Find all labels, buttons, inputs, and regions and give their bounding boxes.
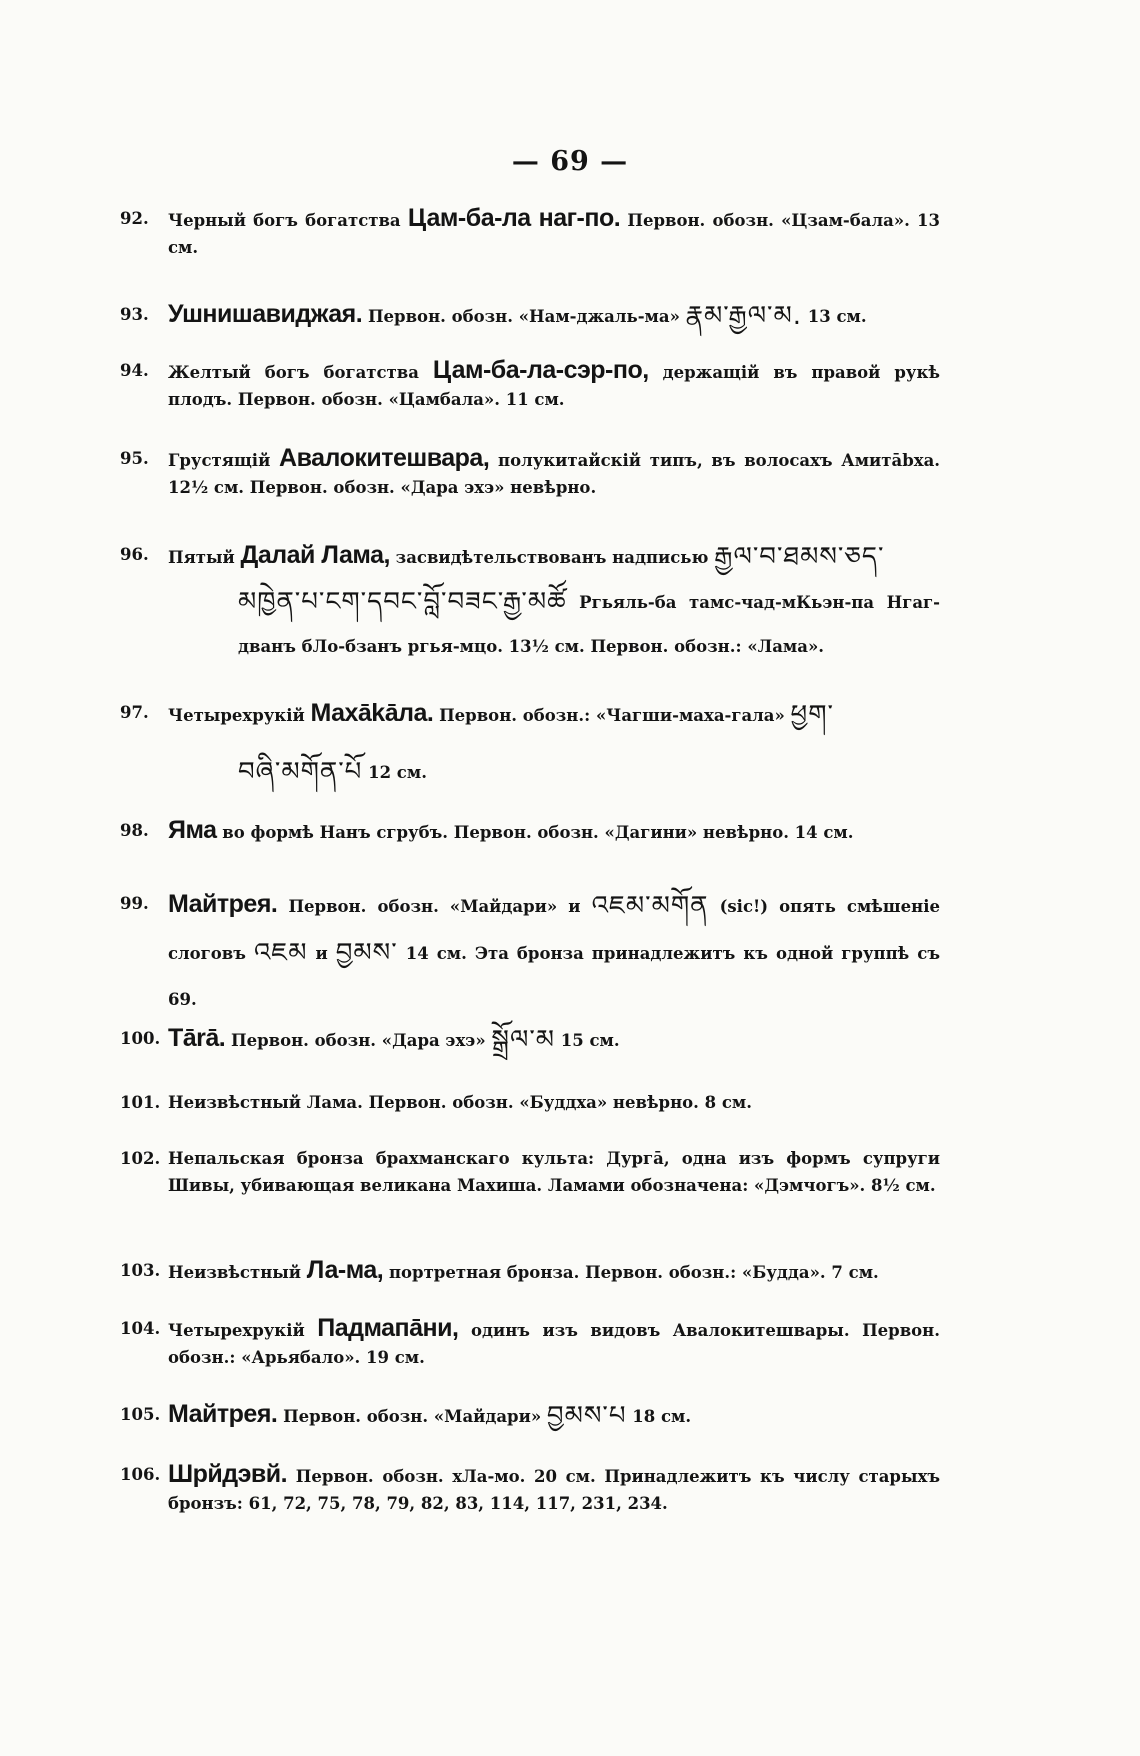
entry-92	[120, 204, 941, 261]
entry-number: 94.	[120, 361, 149, 380]
entry-text: 15 см.	[555, 1031, 620, 1050]
entry-text: полукитайскій типъ, въ волосахъ Амитābха. 12½ см. Первон. обозн. «Дара эхэ» невѣрно.	[168, 451, 940, 497]
entry-name: Падмапāни,	[317, 1314, 459, 1342]
entry-text: 14 см. Эта бронза принадлежитъ къ одной группѣ съ 69.	[168, 944, 940, 1009]
entry-number: 99.	[120, 894, 149, 913]
entry-text: Пятый	[168, 548, 241, 567]
page-number: — 69 —	[511, 146, 629, 177]
tibetan-inscription: འཇམ	[253, 938, 308, 968]
entry-96	[120, 533, 940, 669]
entry-101	[120, 1089, 940, 1116]
entry-name: Цам-ба-ла-сэр-по,	[432, 356, 649, 384]
tibetan-inscription: ཕྱག་	[790, 700, 834, 730]
entry-name: Яма	[168, 816, 217, 844]
entry-text: 13 см.	[802, 307, 867, 326]
entry-number: 92.	[120, 209, 149, 228]
entry-98	[120, 816, 940, 846]
tibetan-inscription: བྱམས་	[335, 938, 398, 968]
entry-number: 93.	[120, 305, 149, 324]
entry-102	[120, 1145, 940, 1199]
entry-text: Первон. обозн. хЛа-мо. 20 см. Принадлежитъ къ числу старыхъ бронзъ: 61, 72, 75, 78, 79, 82, 83, 114, 117, 231, 234.	[168, 1467, 940, 1513]
entry-93	[120, 300, 940, 331]
entry-100	[120, 1024, 940, 1055]
entry-text: 18 см.	[626, 1407, 692, 1426]
tibetan-inscription: འཇམ་མགོན	[591, 891, 709, 921]
entry-text: и	[307, 944, 336, 963]
entry-name: Авалокитешвара,	[279, 444, 490, 472]
entry-103	[120, 1256, 940, 1286]
entry-text: Грустящій	[168, 451, 280, 470]
entry-105	[120, 1400, 940, 1431]
entry-text: Четырехрукій	[168, 1321, 318, 1340]
entry-text: Желтый богъ богатства	[168, 363, 433, 382]
entry-text: Первон. обозн.: «Чагши-маха-гала»	[433, 706, 791, 725]
entry-text: Черный богъ богатства	[168, 211, 408, 230]
entry-name: Ушнишавиджая.	[168, 300, 363, 328]
entry-99	[120, 881, 940, 1023]
entry-number: 100.	[120, 1029, 161, 1048]
entry-text: 12 см.	[362, 763, 427, 782]
entry-text: Непальская бронза брахманскаго культа: Дургā, одна изъ формъ супруги Шивы, убивающая великана Махиша. Ламами обозначена: «Дэмчогъ». 8½ см.	[168, 1149, 940, 1195]
entry-name: Майтрея.	[168, 890, 278, 918]
entry-number: 106.	[120, 1465, 161, 1484]
entry-number: 103.	[120, 1261, 161, 1280]
tibetan-inscription: བྱམས་པ	[546, 1401, 627, 1431]
entry-number: 97.	[120, 703, 149, 722]
entry-number: 105.	[120, 1405, 161, 1424]
entry-name: Цам-ба-ла наг-по.	[407, 204, 621, 232]
entry-94	[120, 356, 940, 413]
entry-text: портретная бронза. Первон. обозн.: «Будда». 7 см.	[383, 1263, 879, 1282]
entry-text: засвидѣтельствованъ надписью	[389, 548, 715, 567]
entry-text: Первон. обозн. «Цзам-бала». 13 см.	[168, 211, 941, 257]
entry-text: Первон. обозн. «Майдари» и	[277, 897, 592, 916]
tibetan-inscription: རྣམ་རྒྱལ་མ.	[685, 301, 803, 331]
entry-104	[120, 1314, 940, 1371]
entry-95	[120, 444, 940, 501]
entry-text: Первон. обозн. «Майдари»	[277, 1407, 547, 1426]
tibetan-inscription: བཞི་མགོན་པོ	[238, 757, 363, 787]
entry-106	[120, 1460, 940, 1517]
entry-text: Первон. обозн. «Нам-джаль-ма»	[362, 307, 686, 326]
entry-name: Ла-ма,	[306, 1256, 384, 1284]
entry-number: 104.	[120, 1319, 161, 1338]
tibetan-inscription: མཁྱེན་པ་ངག་དབང་བློ་བཟང་རྒྱ་མཚོ	[238, 587, 567, 617]
entry-number: 96.	[120, 545, 149, 564]
entry-text: Первон. обозн. «Дара эхэ»	[225, 1031, 492, 1050]
entry-text: Четырехрукій	[168, 706, 311, 725]
entry-number: 95.	[120, 449, 149, 468]
entry-text: Ргьяль-ба тамс-чад-мКьэн-па Нгаг-дванъ бЛо-бзанъ ргья-мцо. 13½ см. Первон. обозн.: «Лама».	[238, 593, 940, 656]
entry-text: Неизвѣстный Лама. Первон. обозн. «Буддха» невѣрно. 8 см.	[168, 1093, 753, 1112]
entry-text: держащій въ правой рукѣ плодъ. Первон. обозн. «Цамбала». 11 см.	[168, 363, 940, 409]
entry-name: Майтрея.	[168, 1400, 278, 1428]
entry-number: 101.	[120, 1093, 161, 1112]
entry-text: Неизвѣстный	[168, 1263, 307, 1282]
entry-number: 102.	[120, 1149, 161, 1168]
entry-name: Tārā.	[168, 1024, 226, 1052]
entry-name: Далай Лама,	[240, 541, 390, 569]
entry-text: во формѣ Нанъ сгрубъ. Первон. обозн. «Дагини» невѣрно. 14 см.	[216, 823, 854, 842]
entry-name: Махākāла.	[310, 699, 434, 727]
tibetan-inscription: སྒྲོལ་མ	[491, 1025, 556, 1055]
entry-text: (sic!) опять смѣшеніе слоговъ	[168, 897, 940, 963]
entry-text: одинъ изъ видовъ Авалокитешвары. Первон. обозн.: «Арьябало». 19 см.	[168, 1321, 940, 1367]
entry-name: Шрйдэвй.	[168, 1460, 288, 1488]
tibetan-inscription: རྒྱལ་བ་ཐམས་ཅད་	[714, 542, 885, 572]
entry-97	[120, 685, 940, 801]
entry-number: 98.	[120, 821, 149, 840]
